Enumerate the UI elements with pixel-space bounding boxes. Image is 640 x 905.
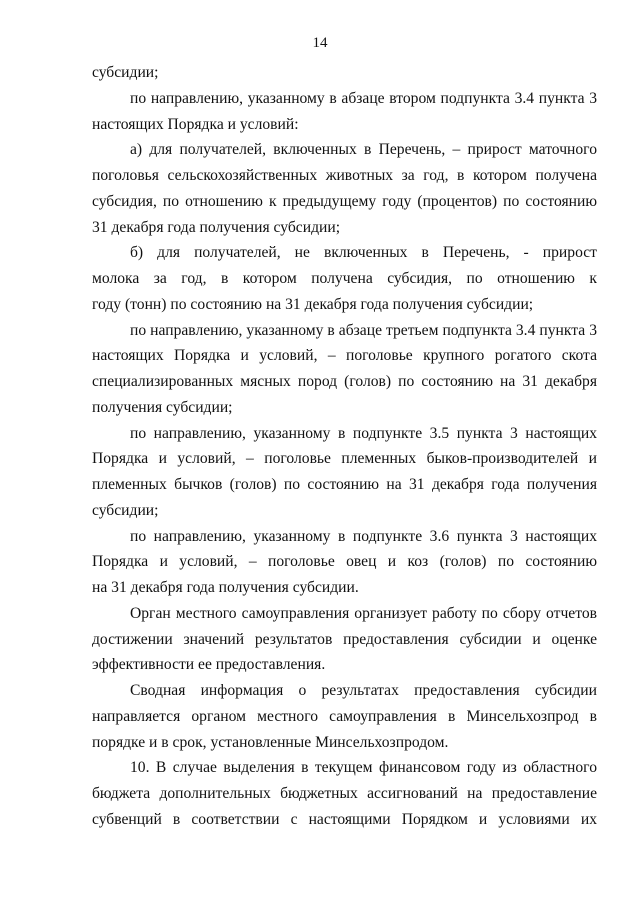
text-line: Сводная информация о результатах предоставления субсидии [130,682,597,699]
text-line: 31 декабря года получения субсидии; [92,218,341,236]
text-line: субсидия, по отношению к предыдущему году (процентов) по состоянию [92,192,597,210]
text-line: по направлению, указанному в подпункте 3.5 пункта 3 настоящих [130,424,597,442]
text-line: году (тонн) по состоянию на 31 декабря года получения субсидии; [92,295,534,313]
text-line: на 31 декабря года получения субсидии. [92,579,359,596]
text-line: Порядка и условий, – поголовье племенных быков-производителей и [92,450,597,468]
text-line: субсидии; [92,64,159,81]
text-line: эффективности ее предоставления. [92,656,326,674]
text-line: по направлению, указанному в подпункте 3.6 пункта 3 настоящих [130,527,597,545]
text-line: настоящих Порядка и условий: [92,115,299,133]
text-line: по направлению, указанному в абзаце втором подпункта 3.4 пункта 3 [130,89,597,107]
text-line: Порядка и условий, – поголовье овец и коз (голов) по состоянию [92,553,597,571]
text-line: б) для получателей, не включенных в Перечень, - прирост [130,244,597,262]
text-line: а) для получателей, включенных в Перечень, – прирост маточного [130,141,597,159]
text-line: Орган местного самоуправления организует работу по сбору отчетов [130,604,597,622]
text-line: субсидии; [92,501,159,519]
text-line: направляется органом местного самоуправления в Минсельхозпрод в [92,707,597,725]
text-line: бюджета дополнительных бюджетных ассигнований на предоставление [92,785,597,802]
text-line: племенных бычков (голов) по состоянию на 31 декабря года получения [92,476,597,493]
text-line: получения субсидии; [92,398,233,416]
text-line: достижении значений результатов предоставления субсидии и оценке [92,630,597,648]
text-line: субвенций в соответствии с настоящими Порядком и условиями их [92,810,597,828]
text-line: настоящих Порядка и условий, – поголовье крупного рогатого скота [92,347,597,365]
text-line: специализированных мясных пород (голов) по состоянию на 31 декабря [92,373,597,390]
text-line: по направлению, указанному в абзаце третьем подпункта 3.4 пункта 3 [130,321,597,339]
page-number: 14 [312,35,328,51]
document-body [92,60,597,833]
text-line: молока за год, в котором получена субсидия, по отношению к [92,270,597,287]
text-line: поголовья сельскохозяйственных животных за год, в котором получена [92,167,597,184]
text-line: 10. В случае выделения в текущем финансовом году из областного [130,759,597,777]
text-line: порядке и в срок, установленные Минсельхозпродом. [92,733,449,751]
